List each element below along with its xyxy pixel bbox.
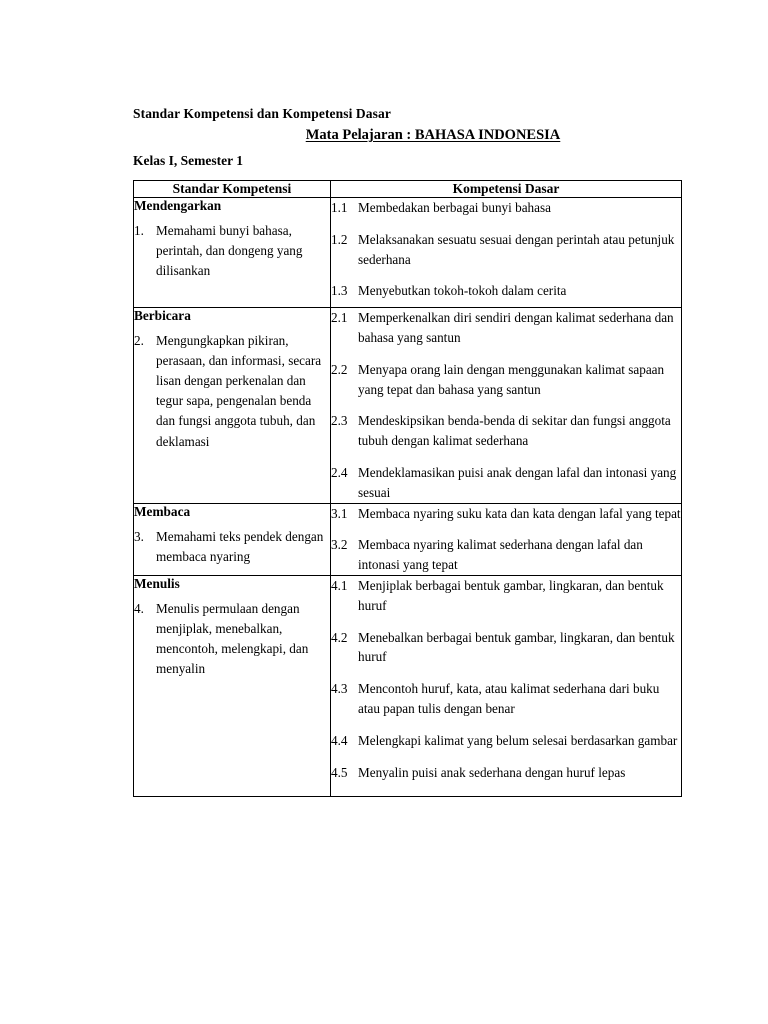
competency-item: [331, 198, 681, 218]
competency-number: 4.2: [331, 629, 348, 645]
competency-text: Mencontoh huruf, kata, atau kalimat sederhana dari buku atau papan tulis dengan benar: [358, 681, 660, 716]
class-semester-label: Kelas I, Semester 1: [133, 153, 243, 169]
kompetensi-dasar-cell: [331, 575, 682, 796]
competency-item: [331, 463, 681, 503]
table-header-row: [134, 181, 682, 198]
column-header-standar-kompetensi: Standar Kompetensi: [134, 181, 331, 198]
standar-kompetensi-cell: [134, 198, 331, 308]
competency-table: [133, 180, 682, 797]
competency-text: Menjiplak berbagai bentuk gambar, lingkaran, dan bentuk huruf: [358, 577, 664, 613]
competency-text: Melengkapi kalimat yang belum selesai berdasarkan gambar: [358, 732, 678, 748]
competency-item: [331, 360, 681, 400]
standard-number: 3.: [134, 528, 144, 544]
competency-text: Menyebutkan tokoh-tokoh dalam cerita: [358, 283, 567, 299]
aspect-title: Menulis: [134, 575, 180, 591]
standard-item: [134, 599, 330, 679]
subject-line-wrapper: [133, 126, 693, 144]
standard-text: Memahami bunyi bahasa, perintah, dan dongeng yang dilisankan: [156, 223, 303, 279]
competency-text: Mendeskipsikan benda-benda di sekitar dan fungsi anggota tubuh dengan kalimat sederhana: [358, 413, 671, 449]
competency-item: [331, 731, 681, 751]
competency-text: Membedakan berbagai bunyi bahasa: [358, 200, 551, 215]
standar-kompetensi-cell: [134, 503, 331, 575]
competency-item: [331, 411, 681, 451]
competency-number: 1.1: [331, 200, 348, 215]
competency-item: [331, 763, 681, 783]
column-header-kompetensi-dasar: Kompetensi Dasar: [331, 181, 682, 198]
competency-text: Menyalin puisi anak sederhana dengan huruf lepas: [358, 764, 626, 780]
document-header: [133, 104, 693, 169]
competency-item: [331, 308, 681, 348]
competency-text: Mendeklamasikan puisi anak dengan lafal dan intonasi yang sesuai: [358, 464, 677, 500]
competency-number: 4.3: [331, 681, 348, 697]
standard-item: [134, 221, 330, 281]
competency-item: [331, 535, 681, 575]
competency-number: 4.4: [331, 732, 348, 748]
competency-number: 1.2: [331, 231, 348, 247]
aspect-title: Mendengarkan: [134, 198, 222, 213]
competency-item: [331, 504, 681, 524]
standard-number: 4.: [134, 600, 144, 616]
standard-number: 2.: [134, 333, 144, 349]
competency-number: 1.3: [331, 283, 348, 299]
competency-text: Melaksanakan sesuatu sesuai dengan perintah atau petunjuk sederhana: [358, 231, 675, 267]
standard-item: [134, 527, 330, 567]
competency-number: 4.1: [331, 577, 348, 593]
competency-number: 2.2: [331, 361, 348, 377]
standard-number: 1.: [134, 223, 144, 238]
competency-number: 2.3: [331, 413, 348, 429]
competency-item: [331, 628, 681, 668]
competency-number: 4.5: [331, 764, 348, 780]
standar-kompetensi-cell: [134, 308, 331, 503]
table-row: [134, 503, 682, 575]
competency-text: Menebalkan berbagai bentuk gambar, lingkaran, dan bentuk huruf: [358, 629, 675, 665]
competency-number: 2.4: [331, 464, 348, 480]
competency-item: [331, 679, 681, 719]
competency-text: Membaca nyaring kalimat sederhana dengan lafal dan intonasi yang tepat: [358, 537, 643, 573]
competency-item: [331, 281, 681, 301]
standard-text: Mengungkapkan pikiran, perasaan, dan informasi, secara lisan dengan perkenalan dan tegur sapa, pengenalan benda dan fungsi anggota tubuh, dan deklamasi: [156, 333, 322, 449]
table-row: [134, 575, 682, 796]
kompetensi-dasar-cell: [331, 198, 682, 308]
kompetensi-dasar-cell: [331, 503, 682, 575]
table-row: [134, 308, 682, 503]
aspect-title: Membaca: [134, 503, 191, 519]
competency-text: Menyapa orang lain dengan menggunakan kalimat sapaan yang tepat dan bahasa yang santun: [358, 361, 665, 397]
standar-kompetensi-cell: [134, 575, 331, 796]
aspect-title: Berbicara: [134, 308, 191, 324]
standard-text: Menulis permulaan dengan menjiplak, menebalkan, mencontoh, melengkapi, dan menyalin: [156, 600, 309, 677]
table-row: [134, 198, 682, 308]
competency-number: 3.1: [331, 505, 348, 521]
competency-item: [331, 576, 681, 616]
standard-text: Memahami teks pendek dengan membaca nyaring: [156, 528, 324, 564]
competency-text: Memperkenalkan diri sendiri dengan kalimat sederhana dan bahasa yang santun: [358, 310, 674, 345]
standard-item: [134, 331, 330, 451]
competency-number: 2.1: [331, 310, 348, 326]
competency-item: [331, 230, 681, 270]
kompetensi-dasar-cell: [331, 308, 682, 503]
competency-number: 3.2: [331, 537, 348, 553]
document-title: Standar Kompetensi dan Kompetensi Dasar: [133, 106, 391, 121]
competency-text: Membaca nyaring suku kata dan kata dengan lafal yang tepat: [358, 505, 681, 521]
subject-title: Mata Pelajaran : BAHASA INDONESIA: [305, 127, 561, 144]
